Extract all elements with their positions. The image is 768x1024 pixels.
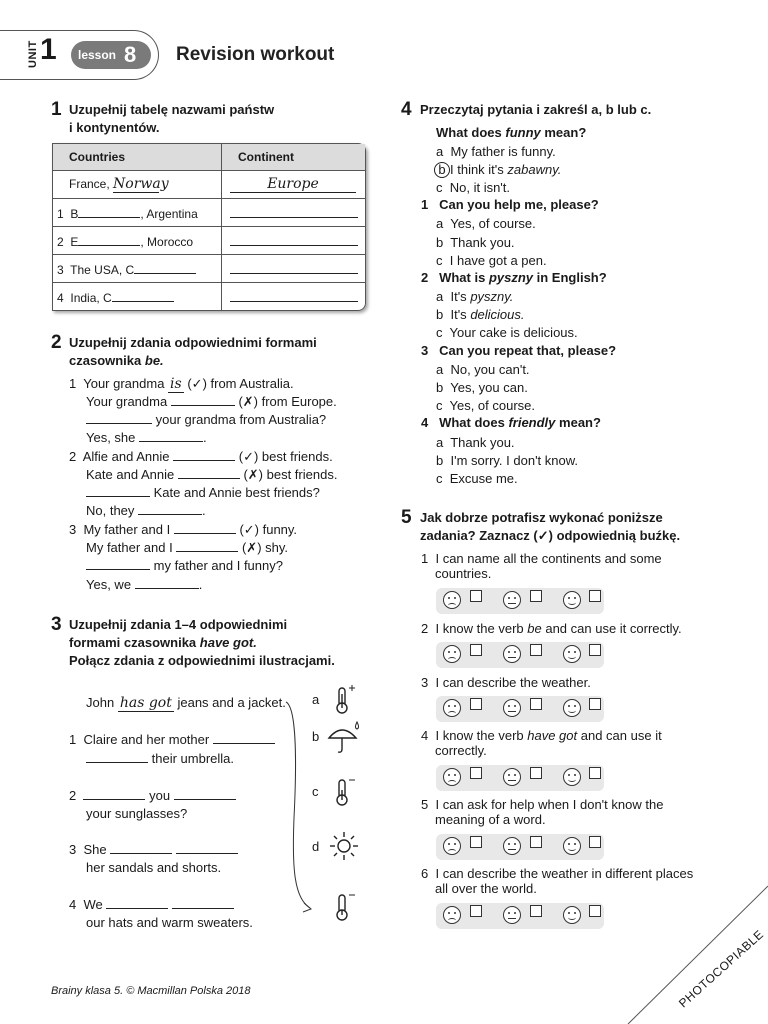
ex4-example-question: What does funny mean? bbox=[436, 125, 587, 140]
answer-blank[interactable] bbox=[138, 502, 202, 515]
answer-option[interactable]: c Yes, of course. bbox=[436, 398, 536, 413]
answer-blank[interactable] bbox=[171, 393, 235, 406]
lesson-number: 8 bbox=[124, 42, 137, 67]
sad-face-icon bbox=[443, 837, 461, 855]
unit-number: 1 bbox=[40, 33, 57, 66]
answer-blank[interactable] bbox=[112, 289, 174, 302]
self-assessment-row bbox=[436, 588, 604, 614]
self-assessment-row bbox=[436, 903, 604, 929]
answer-option[interactable]: b I'm sorry. I don't know. bbox=[436, 453, 579, 468]
sad-face-icon bbox=[443, 699, 461, 717]
checkbox[interactable] bbox=[470, 767, 482, 779]
circled-answer: b bbox=[434, 162, 450, 178]
picture-letter-c: c bbox=[312, 784, 319, 799]
ex1-number: 1 bbox=[51, 99, 62, 120]
checkbox[interactable] bbox=[470, 836, 482, 848]
ex5-statement-4: 4 I know the verb have got and can use it correctly. bbox=[421, 728, 662, 758]
ex5-instruction: Jak dobrze potrafisz wykonać poniższe zadania? Zaznacz (✓) odpowiednią buźkę. bbox=[420, 510, 681, 543]
happy-face-icon bbox=[563, 645, 581, 663]
checkbox[interactable] bbox=[530, 698, 542, 710]
ex5-statement-1: 1 I can name all the continents and some countries. bbox=[421, 551, 662, 581]
page-title: Revision workout bbox=[176, 44, 335, 65]
thermometer-plus-icon bbox=[331, 684, 357, 716]
ex3-number: 3 bbox=[51, 614, 62, 635]
answer-blank[interactable] bbox=[134, 261, 196, 274]
ex4-question-1: 1 Can you help me, please? bbox=[421, 197, 599, 212]
answer-blank[interactable] bbox=[174, 521, 236, 534]
lesson-label: lesson bbox=[78, 48, 117, 62]
answer-blank[interactable] bbox=[176, 841, 238, 854]
checkbox[interactable] bbox=[589, 836, 601, 848]
answer-blank[interactable] bbox=[83, 787, 145, 800]
table-row: 1 B , Argentina bbox=[53, 199, 365, 227]
neutral-face-icon bbox=[503, 645, 521, 663]
ex2-number: 2 bbox=[51, 332, 62, 353]
answer-blank[interactable] bbox=[178, 466, 240, 479]
neutral-face-icon bbox=[503, 906, 521, 924]
answer-blank[interactable] bbox=[135, 576, 199, 589]
ex3-example: John has got jeans and a jacket. bbox=[86, 695, 286, 711]
checkbox[interactable] bbox=[530, 836, 542, 848]
ex4-question-2: 2 What is pyszny in English? bbox=[421, 270, 607, 285]
answer-blank[interactable] bbox=[78, 233, 140, 246]
example-continent: Europe bbox=[230, 176, 356, 193]
ex4-question-3: 3 Can you repeat that, please? bbox=[421, 343, 617, 358]
happy-face-icon bbox=[563, 591, 581, 609]
ex2-item-2: 2 Alfie and Annie (✓) best friends. bbox=[69, 449, 333, 464]
self-assessment-row bbox=[436, 765, 604, 791]
ex3-item-1: 1 Claire and her mother bbox=[69, 731, 275, 749]
checkbox[interactable] bbox=[589, 698, 601, 710]
answer-blank[interactable] bbox=[110, 841, 172, 854]
thermometer-minus-icon bbox=[331, 776, 357, 808]
footer-credit: Brainy klasa 5. © Macmillan Polska 2018 bbox=[51, 985, 251, 997]
neutral-face-icon bbox=[503, 591, 521, 609]
ex1-instruction: Uzupełnij tabelę nazwami państw i kontynentów. bbox=[69, 102, 275, 135]
table-row: 4 India, C bbox=[53, 283, 365, 310]
answer-blank[interactable] bbox=[106, 896, 168, 909]
table-header-continent: Continent bbox=[222, 144, 365, 171]
ex5-statement-3: 3 I can describe the weather. bbox=[421, 675, 591, 690]
unit-label: UNIT bbox=[27, 40, 39, 68]
answer-option[interactable]: a It's pyszny. bbox=[436, 289, 514, 304]
checkbox[interactable] bbox=[470, 644, 482, 656]
ex5-statement-2: 2 I know the verb be and can use it correctly. bbox=[421, 621, 682, 636]
thermometer-cold-icon bbox=[331, 891, 357, 923]
self-assessment-row bbox=[436, 834, 604, 860]
neutral-face-icon bbox=[503, 699, 521, 717]
ex3-item-2: 2 you bbox=[69, 787, 236, 805]
checkbox[interactable] bbox=[470, 590, 482, 602]
checkbox[interactable] bbox=[530, 590, 542, 602]
checkbox[interactable] bbox=[470, 905, 482, 917]
ex5-statement-5: 5 I can ask for help when I don't know the meaning of a word. bbox=[421, 797, 664, 827]
answer-option[interactable]: b Yes, you can. bbox=[436, 380, 528, 395]
sad-face-icon bbox=[443, 645, 461, 663]
checkbox[interactable] bbox=[589, 767, 601, 779]
picture-letter-a: a bbox=[312, 692, 320, 707]
example-answer: Norway bbox=[113, 176, 169, 192]
happy-face-icon bbox=[563, 906, 581, 924]
answer-blank[interactable] bbox=[230, 289, 358, 302]
answer-blank[interactable] bbox=[86, 557, 150, 570]
happy-face-icon bbox=[563, 837, 581, 855]
ex5-number: 5 bbox=[401, 507, 412, 528]
ex2-item-3: 3 My father and I (✓) funny. bbox=[69, 522, 298, 537]
answer-blank[interactable] bbox=[176, 539, 238, 552]
answer-blank[interactable] bbox=[174, 787, 236, 800]
checkbox[interactable] bbox=[470, 698, 482, 710]
ex2-instruction: Uzupełnij zdania odpowiednimi formami czasownika be. bbox=[69, 335, 317, 368]
answer-option[interactable]: b Thank you. bbox=[436, 235, 515, 250]
answer-option[interactable]: c Your cake is delicious. bbox=[436, 325, 578, 340]
answer-option[interactable]: a No, you can't. bbox=[436, 362, 530, 377]
picture-letter-b: b bbox=[312, 729, 320, 744]
lesson-badge bbox=[71, 41, 151, 69]
answer-blank[interactable] bbox=[213, 731, 275, 744]
answer-blank[interactable] bbox=[173, 448, 235, 461]
answer-blank[interactable] bbox=[230, 233, 358, 246]
ex4-question-4: 4 What does friendly mean? bbox=[421, 415, 601, 430]
ex4-number: 4 bbox=[401, 99, 412, 120]
neutral-face-icon bbox=[503, 768, 521, 786]
ex3-item-4: 4 We bbox=[69, 896, 234, 914]
answer-option[interactable]: b It's delicious. bbox=[436, 307, 525, 322]
sad-face-icon bbox=[443, 768, 461, 786]
answer-blank[interactable] bbox=[230, 261, 358, 274]
table-row: France, Norway Europe bbox=[53, 171, 365, 199]
ex3-instruction: Uzupełnij zdania 1–4 odpowiednimi formami czasownika have got. Połącz zdania z odpowiednimi ilustracjami. bbox=[69, 617, 335, 668]
answer-blank[interactable] bbox=[230, 205, 358, 218]
answer-blank[interactable] bbox=[172, 896, 234, 909]
answer-blank[interactable] bbox=[86, 750, 148, 763]
self-assessment-row bbox=[436, 642, 604, 668]
sad-face-icon bbox=[443, 591, 461, 609]
self-assessment-row bbox=[436, 696, 604, 722]
checkbox[interactable] bbox=[530, 767, 542, 779]
answer-option[interactable]: c I have got a pen. bbox=[436, 253, 547, 268]
checkbox[interactable] bbox=[589, 905, 601, 917]
sun-icon bbox=[328, 830, 360, 862]
answer-blank[interactable] bbox=[78, 205, 140, 218]
ex5-statement-6: 6 I can describe the weather in different places all over the world. bbox=[421, 866, 694, 896]
ex1-table bbox=[52, 143, 366, 311]
ex3-item-3: 3 She bbox=[69, 841, 238, 859]
answer-option[interactable]: c Excuse me. bbox=[436, 471, 518, 486]
happy-face-icon bbox=[563, 699, 581, 717]
answer-blank[interactable] bbox=[86, 484, 150, 497]
answer-blank[interactable] bbox=[86, 411, 152, 424]
answer-option[interactable]: a Yes, of course. bbox=[436, 216, 536, 231]
ex2-item-1: 1 Your grandma is (✓) from Australia. bbox=[69, 376, 294, 392]
umbrella-rain-icon bbox=[326, 720, 362, 756]
table-row: 2 E , Morocco bbox=[53, 227, 365, 255]
table-header-countries: Countries bbox=[53, 144, 222, 171]
checkbox[interactable] bbox=[530, 905, 542, 917]
picture-letter-d: d bbox=[312, 839, 320, 854]
checkbox[interactable] bbox=[589, 590, 601, 602]
example-answer: is bbox=[170, 376, 182, 392]
example-match-arrow bbox=[284, 698, 314, 914]
checkbox[interactable] bbox=[530, 644, 542, 656]
sad-face-icon bbox=[443, 906, 461, 924]
table-row: 3 The USA, C bbox=[53, 255, 365, 283]
neutral-face-icon bbox=[503, 837, 521, 855]
happy-face-icon bbox=[563, 768, 581, 786]
photocopiable-label: PHOTOCOPIABLE bbox=[676, 927, 767, 1011]
answer-blank[interactable] bbox=[139, 429, 203, 442]
checkbox[interactable] bbox=[589, 644, 601, 656]
answer-option[interactable]: a Thank you. bbox=[436, 435, 515, 450]
ex4-instruction: Przeczytaj pytania i zakreśl a, b lub c. bbox=[420, 102, 652, 117]
